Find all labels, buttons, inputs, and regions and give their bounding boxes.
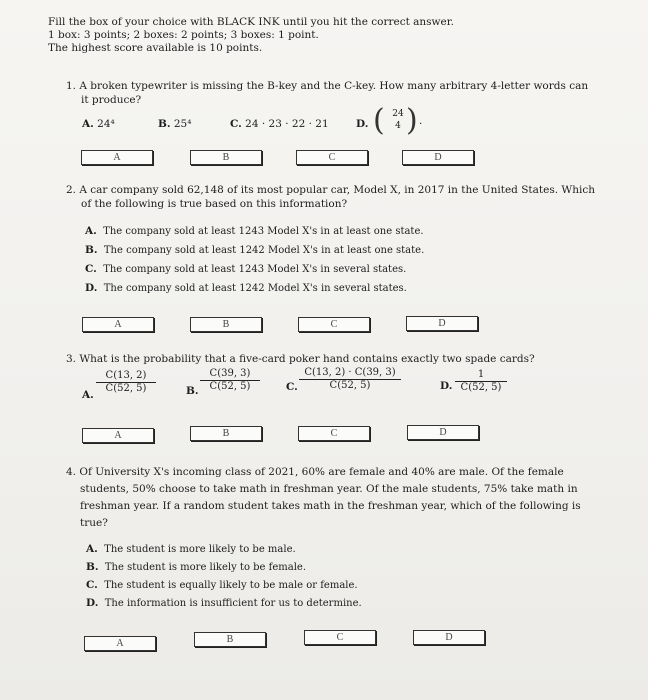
q3-option-d-numerator: 1 [477,369,485,380]
q1-box-c[interactable]: C [296,150,368,165]
q1-option-a-text: 24⁴ [97,118,115,130]
q4-text-line-3: freshman year. If a random student takes math in the freshman year, which of the following is [80,500,581,512]
q2-box-d[interactable]: D [406,316,478,331]
q3-option-b-label: B. [186,385,199,397]
q4-box-c[interactable]: C [304,630,376,645]
instructions-line-2: 1 box: 3 points; 2 boxes: 2 points; 3 boxes: 1 point. [48,29,319,41]
q2-text-line-2: of the following is true based on this information? [81,198,348,210]
q4-text-line-2: students, 50% choose to take math in freshman year. Of the male students, 75% take math in [80,483,578,495]
q1-text-line-1: 1. A broken typewriter is missing the B-key and the C-key. How many arbitrary 4-letter words can [66,80,589,92]
q4-text-line-4: true? [80,517,108,529]
q2-box-b[interactable]: B [190,317,262,332]
instructions-line-3: The highest score available is 10 points. [48,42,263,54]
q4-box-b[interactable]: B [194,632,266,647]
q1-option-b-label: B. [158,118,171,130]
q3-box-a[interactable]: A [82,428,154,443]
q3-option-b-fraction [200,368,260,393]
q3-option-b-numerator: C(39, 3) [209,368,251,379]
q4-option-a: A. The student is more likely to be male. [86,543,296,555]
q1-option-d-top: 24 [392,109,404,119]
q1-option-c-label: C. [230,118,242,130]
q1-box-d[interactable]: D [402,150,474,165]
q3-option-a-denominator: C(52, 5) [96,382,156,395]
q3-box-b[interactable]: B [190,426,262,441]
q3-option-d-label: D. [440,380,453,392]
q3-text: 3. What is the probability that a five-card poker hand contains exactly two spade cards? [66,353,535,365]
q2-box-a[interactable]: A [82,317,154,332]
q3-option-c-fraction [299,367,401,392]
q4-option-b: B. The student is more likely to be female. [86,561,307,573]
q1-option-d-label: D. [356,118,369,130]
q2-text-line-1: 2. A car company sold 62,148 of its most popular car, Model X, in 2017 in the United States. Which [66,184,595,196]
right-paren-icon: ) [406,103,418,138]
q1-box-b[interactable]: B [190,150,262,165]
q4-option-d: D. The information is insufficient for us to determine. [86,597,362,609]
q3-option-a-fraction [96,370,156,395]
q1-option-d-bottom: 4 [395,121,401,131]
q1-option-a [82,118,115,130]
q4-box-a[interactable]: A [84,636,156,651]
q2-option-b: B. The company sold at least 1242 Model X's in at least one state. [85,244,425,256]
q3-option-c-numerator: C(13, 2) · C(39, 3) [304,367,396,378]
q1-option-b-text: 25⁴ [173,118,192,130]
q3-option-a-numerator: C(13, 2) [105,370,147,381]
q2-option-c: C. The company sold at least 1243 Model X's in several states. [85,263,407,275]
q3-option-b-denominator: C(52, 5) [200,380,260,393]
q2-box-c[interactable]: C [298,317,370,332]
q4-box-d[interactable]: D [413,630,485,645]
q3-option-c-denominator: C(52, 5) [299,379,401,392]
q4-text-line-1: 4. Of University X's incoming class of 2021, 60% are female and 40% are male. Of the female [66,466,564,478]
q3-box-d[interactable]: D [407,425,479,440]
q3-option-d-denominator: C(52, 5) [455,381,507,394]
q2-option-d: D. The company sold at least 1242 Model X's in several states. [85,282,407,294]
q1-option-a-label: A. [82,118,94,130]
q3-option-a-label: A. [82,389,94,401]
q1-option-b [158,118,191,130]
q4-option-c: C. The student is equally likely to be male or female. [86,579,358,591]
q1-box-a[interactable]: A [81,150,153,165]
q1-option-d-dot: · [419,118,423,130]
instructions-line-1: Fill the box of your choice with BLACK INK until you hit the correct answer. [48,16,454,28]
q1-option-c [230,118,329,130]
q3-option-d-fraction [455,369,507,394]
left-paren-icon: ( [373,103,385,138]
q1-option-c-text: 24 · 23 · 22 · 21 [245,118,329,130]
q1-text-line-2: it produce? [81,94,142,106]
q3-box-c[interactable]: C [298,426,370,441]
q2-option-a: A. The company sold at least 1243 Model X's in at least one state. [85,225,424,237]
q3-option-c-label: C. [286,381,298,393]
